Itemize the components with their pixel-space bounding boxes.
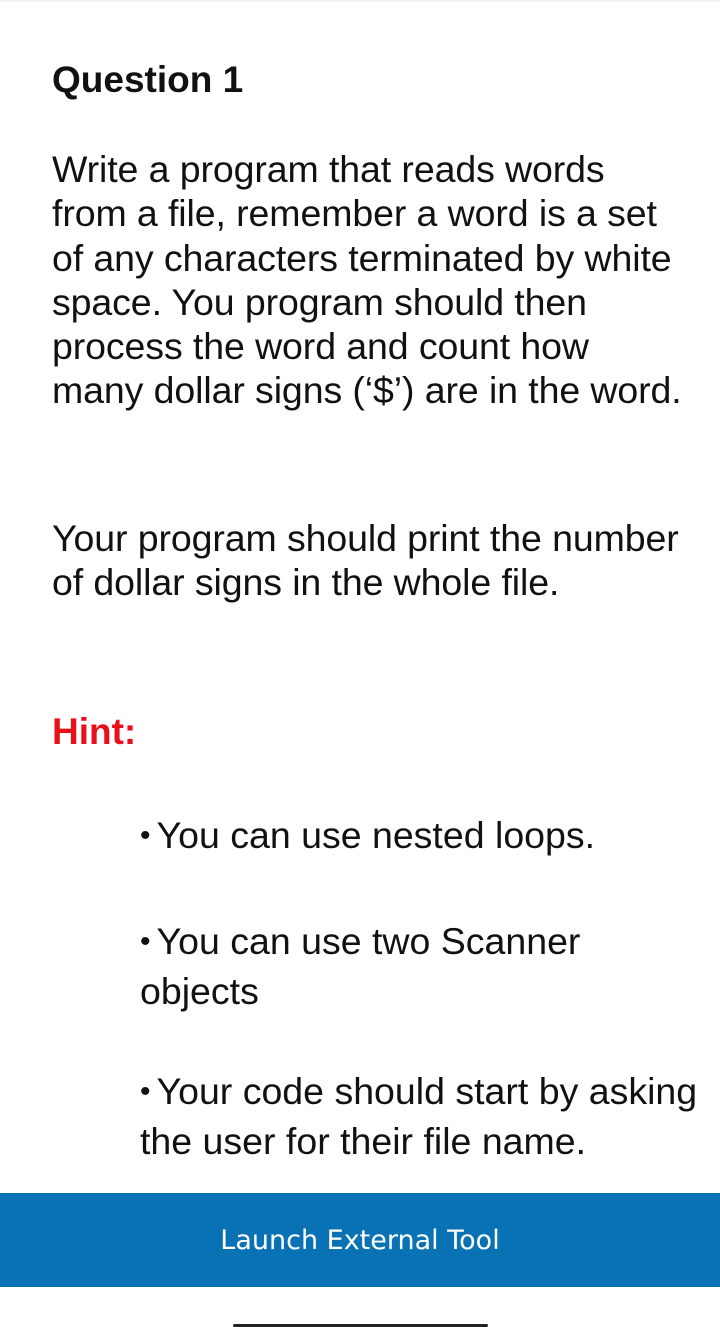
hint-list-item [140, 918, 700, 1014]
question-paragraph-1: Write a program that reads words from a file, remember a word is a set of any characters terminated by white space. You program should then process the word and count how many dollar signs (‘$’) are in the word. [52, 148, 682, 412]
hint-item-text: Your code should start by asking the user for their file name. [140, 1070, 698, 1162]
question-paragraph-2: Your program should print the number of dollar signs in the whole file. [52, 517, 679, 604]
bullet-icon: • [140, 925, 151, 958]
bullet-icon: • [140, 819, 151, 852]
hint-label: Hint: [52, 711, 137, 752]
question-title: Question 1 [52, 59, 244, 100]
hint-list-item [140, 1068, 700, 1164]
hint-item-text: You can use nested loops. [156, 814, 596, 856]
bullet-icon: • [140, 1075, 151, 1108]
bottom-safe-area [0, 1287, 720, 1327]
hint-list-item [140, 812, 700, 862]
launch-external-tool-button[interactable]: Launch External Tool [0, 1193, 720, 1287]
hint-item-text: You can use two Scanner objects [140, 920, 581, 1012]
